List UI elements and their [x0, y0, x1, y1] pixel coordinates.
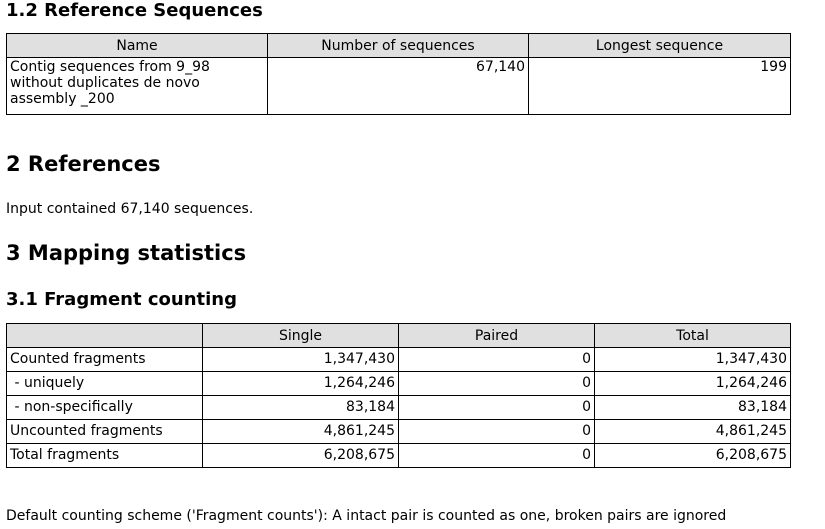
counting-scheme-note: Default counting scheme ('Fragment counts'): A intact pair is counted as one, broken pairs are ignored	[6, 508, 727, 524]
total-value: 83,184	[595, 396, 791, 420]
reference-name-cell	[7, 58, 268, 115]
row-label: Counted fragments	[7, 348, 203, 372]
table-row	[7, 372, 791, 396]
table-row	[7, 58, 791, 115]
single-value: 4,861,245	[203, 420, 399, 444]
total-value: 1,264,246	[595, 372, 791, 396]
row-label: Total fragments	[7, 444, 203, 468]
column-header-longest-sequence: Longest sequence	[529, 34, 791, 58]
reference-name-line: without duplicates de novo	[10, 75, 200, 91]
single-value: 6,208,675	[203, 444, 399, 468]
table-row	[7, 444, 791, 468]
total-value: 1,347,430	[595, 348, 791, 372]
paired-value: 0	[399, 420, 595, 444]
row-label: - uniquely	[7, 372, 203, 396]
mapping-statistics-heading: 3 Mapping statistics	[6, 241, 247, 265]
column-header-single: Single	[203, 324, 399, 348]
paired-value: 0	[399, 396, 595, 420]
total-value: 4,861,245	[595, 420, 791, 444]
number-of-sequences-cell: 67,140	[268, 58, 529, 115]
ref-sequences-heading: 1.2 Reference Sequences	[6, 0, 263, 21]
fragment-counting-heading: 3.1 Fragment counting	[6, 289, 237, 310]
single-value: 1,347,430	[203, 348, 399, 372]
table-header-row	[7, 324, 791, 348]
table-header-row	[7, 34, 791, 58]
row-label: - non-specifically	[7, 396, 203, 420]
column-header-number-of-sequences: Number of sequences	[268, 34, 529, 58]
paired-value: 0	[399, 444, 595, 468]
column-header-total: Total	[595, 324, 791, 348]
fragment-counting-table	[6, 323, 791, 468]
row-label: Uncounted fragments	[7, 420, 203, 444]
paired-value: 0	[399, 372, 595, 396]
reference-sequences-table	[6, 33, 791, 115]
longest-sequence-cell: 199	[529, 58, 791, 115]
column-header-name: Name	[7, 34, 268, 58]
reference-name-line: assembly _200	[10, 91, 115, 107]
single-value: 83,184	[203, 396, 399, 420]
total-value: 6,208,675	[595, 444, 791, 468]
references-text: Input contained 67,140 sequences.	[6, 201, 254, 217]
column-header-empty	[7, 324, 203, 348]
table-row	[7, 420, 791, 444]
column-header-paired: Paired	[399, 324, 595, 348]
references-heading: 2 References	[6, 152, 161, 176]
paired-value: 0	[399, 348, 595, 372]
table-row	[7, 348, 791, 372]
single-value: 1,264,246	[203, 372, 399, 396]
reference-name-line: Contig sequences from 9_98	[10, 59, 210, 75]
table-row	[7, 396, 791, 420]
